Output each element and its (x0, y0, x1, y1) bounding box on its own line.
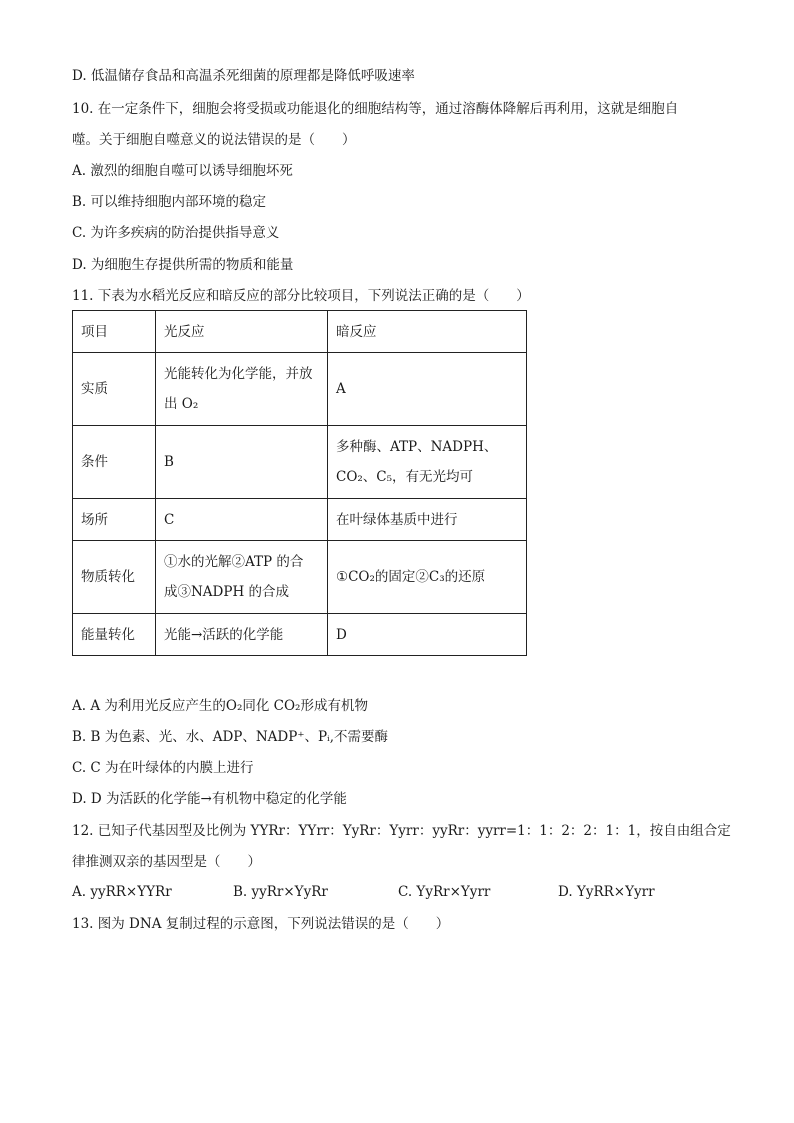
light-cell (156, 614, 328, 656)
row-item: 能量转化 (73, 614, 156, 656)
light-cell (156, 541, 328, 614)
dark-cell (328, 426, 527, 499)
cell-text: A (336, 381, 346, 397)
q11-option-b: B. B 为色素、光、水、ADP、NADP⁺、Pᵢ,不需要酶 (72, 729, 389, 745)
header-cell: 暗反应 (328, 311, 527, 353)
q10-option-a: A. 激烈的细胞自噬可以诱导细胞坏死 (72, 163, 293, 179)
row-item: 实质 (73, 353, 156, 426)
q12-stem-line-2: 律推测双亲的基因型是（ ） (72, 854, 261, 870)
q13-stem: 13. 图为 DNA 复制过程的示意图，下列说法错误的是（ ） (72, 916, 450, 932)
q12-option-a: A. yyRR×YYRr (72, 884, 172, 900)
dark-cell (328, 541, 527, 614)
cell-text: B (164, 454, 174, 470)
cell-text: 光能→活跃的化学能 (164, 626, 284, 643)
light-cell (156, 353, 328, 426)
q10-option-c: C. 为许多疾病的防治提供指导意义 (72, 225, 280, 241)
row-item: 场所 (73, 499, 156, 541)
q12-stem-line-1: 12. 已知子代基因型及比例为 YYRr：YYrr：YyRr：Yyrr：yyRr：yyrr=1：1：2：2：1：1，按自由组合定 (72, 823, 731, 839)
q12-options (72, 883, 732, 901)
table-row (73, 499, 527, 541)
q10-option-b: B. 可以维持细胞内部环境的稳定 (72, 194, 267, 210)
q11-option-d: D. D 为活跃的化学能→有机物中稳定的化学能 (72, 791, 347, 807)
light-cell (156, 426, 328, 499)
q11-stem: 11. 下表为水稻光反应和暗反应的部分比较项目，下列说法正确的是（ ） (72, 288, 530, 304)
cell-text: 多种酶、ATP、NADPH、 (336, 439, 498, 455)
header-cell: 项目 (73, 311, 156, 353)
dark-cell (328, 499, 527, 541)
table-row (73, 426, 527, 499)
q9-option-d: D. 低温储存食品和高温杀死细菌的原理都是降低呼吸速率 (72, 68, 415, 84)
q10-stem-line-1: 10. 在一定条件下，细胞会将受损或功能退化的细胞结构等，通过溶酶体降解后再利用，这就是细胞自 (72, 101, 679, 117)
comparison-table (72, 310, 527, 656)
q11-option-a: A. A 为利用光反应产生的O₂同化 CO₂形成有机物 (72, 698, 368, 714)
cell-text: ①CO₂的固定②C₃的还原 (336, 569, 486, 585)
cell-text: 成③NADPH 的合成 (164, 584, 290, 600)
q12-option-d: D. YyRR×Yyrr (558, 884, 655, 900)
q10-option-d: D. 为细胞生存提供所需的物质和能量 (72, 257, 294, 273)
cell-text: 在叶绿体基质中进行 (336, 511, 458, 528)
q10-stem-line-2: 噬。关于细胞自噬意义的说法错误的是（ ） (72, 132, 356, 148)
dark-cell (328, 614, 527, 656)
dark-cell (328, 353, 527, 426)
table-header-row (73, 311, 527, 353)
q12-option-b: B. yyRr×YyRr (233, 884, 328, 900)
table-row (73, 541, 527, 614)
cell-text: 光能转化为化学能，并放 (164, 366, 313, 382)
cell-text: D (336, 626, 347, 643)
row-item: 条件 (73, 426, 156, 499)
cell-text: ①水的光解②ATP 的合 (164, 554, 304, 570)
q12-option-c: C. YyRr×Yyrr (398, 884, 491, 900)
row-item: 物质转化 (73, 541, 156, 614)
table-row (73, 353, 527, 426)
table-row (73, 614, 527, 656)
cell-text: 出 O₂ (164, 396, 199, 412)
light-cell (156, 499, 328, 541)
cell-text: CO₂、C₅，有无光均可 (336, 469, 474, 485)
q11-option-c: C. C 为在叶绿体的内膜上进行 (72, 760, 254, 776)
header-cell: 光反应 (156, 311, 328, 353)
cell-text: C (164, 511, 175, 528)
